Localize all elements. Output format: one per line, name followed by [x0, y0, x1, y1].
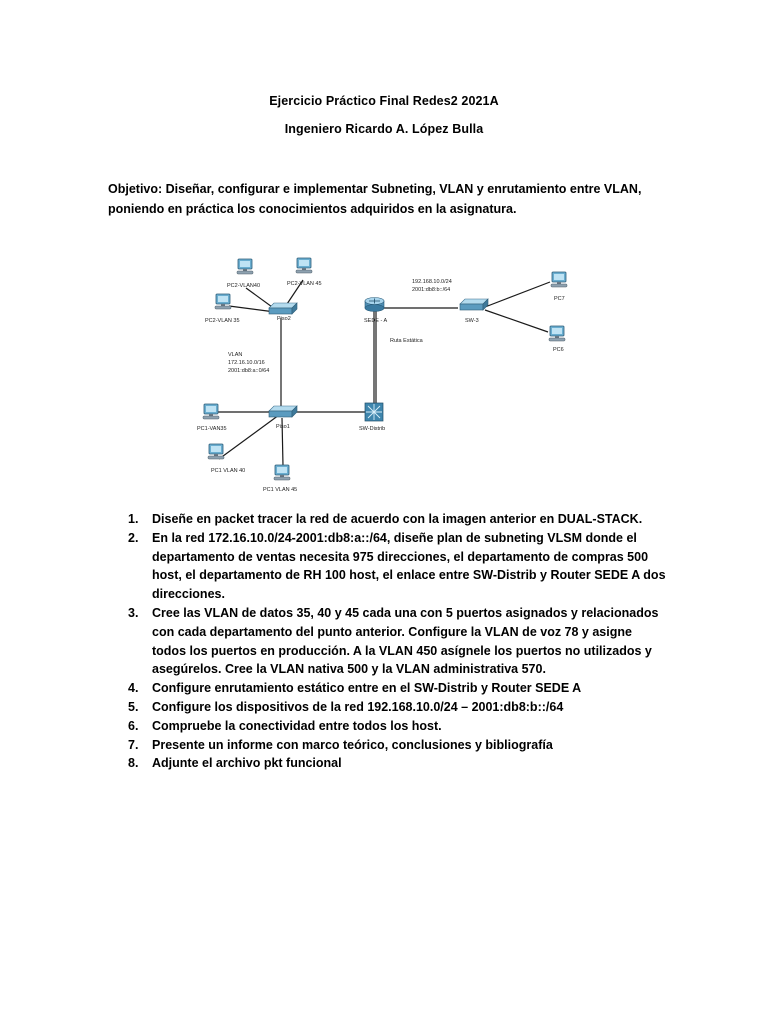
task-item: [128, 754, 668, 773]
task-list: [128, 510, 668, 773]
pc2-vlan40-icon[interactable]: [237, 259, 253, 274]
lan-note-line-1: 192.168.10.0/24: [412, 279, 452, 285]
pc2-vlan45-label: PC2-VLAN 45: [287, 281, 322, 287]
task-number: 5.: [128, 699, 139, 714]
pc2-vlan35-label: PC2-VLAN 35: [205, 318, 240, 324]
task-number: 3.: [128, 605, 139, 620]
pc7-label: PC7: [554, 296, 565, 302]
piso1-label: Piso1: [276, 424, 290, 430]
task-text: Presente un informe con marco teórico, conclusiones y bibliografía: [152, 737, 553, 752]
objective-paragraph: Objetivo: Diseñar, configurar e implementar Subneting, VLAN y enrutamiento entre VLAN, poniendo en práctica los conocimientos adquiridos en la asignatura.: [108, 182, 642, 216]
task-text: En la red 172.16.10.0/24-2001:db8:a::/64, diseñe plan de subneting VLSM donde el departamento de ventas necesita 975 direcciones, el departamento de compras 500 host, el departamento de RH 100 host, el enlace entre SW-Distrib y Router SEDE A dos direcciones.: [152, 530, 666, 602]
task-text: Configure los dispositivos de la red 192.168.10.0/24 – 2001:db8:b::/64: [152, 699, 564, 714]
task-number: 6.: [128, 718, 139, 733]
task-text: Diseñe en packet tracer la red de acuerdo con la imagen anterior en DUAL-STACK.: [152, 512, 643, 526]
vlan-note-line-2: 172.16.10.0/16: [228, 360, 265, 366]
pc1-vlan45-label: PC1 VLAN 45: [263, 487, 298, 493]
task-item: [128, 698, 668, 717]
task-number: 2.: [128, 530, 139, 545]
task-number: 8.: [128, 756, 139, 771]
task-text: Cree las VLAN de datos 35, 40 y 45 cada una con 5 puertos asignados y relacionados con cada departamento del punto anterior. Configure la VLAN de voz 78 y asigne todos los puertos en producción. A la VLAN 450 asígnele los puertos no utilizados y asegúrelos. Cree la VLAN nativa 500 y la VLAN administrativa 570.: [152, 605, 659, 677]
task-text: Adjunte el archivo pkt funcional: [152, 756, 342, 771]
vlan-note-line-3: 2001:db8:a::0/64: [228, 368, 270, 374]
document-title: Ejercicio Práctico Final Redes2 2021A: [269, 94, 499, 108]
lan-note-line-2: 2001:db8:b::/64: [412, 287, 451, 293]
network-topology-diagram: [193, 252, 583, 496]
document-author: Ingeniero Ricardo A. López Bulla: [284, 122, 484, 136]
topology-svg: [193, 252, 583, 496]
task-item: [128, 604, 668, 679]
sede-a-label: SEDE - A: [364, 318, 388, 324]
pc1-vlan45-icon[interactable]: [274, 465, 290, 480]
static-route-label: Ruta Estática: [390, 338, 423, 344]
task-text: Configure enrutamiento estático entre en el SW-Distrib y Router SEDE A: [152, 681, 582, 696]
sede-a-router-icon[interactable]: [365, 298, 384, 312]
sw-distrib-label: SW-Distrib: [359, 426, 386, 432]
pc2-vlan45-icon[interactable]: [296, 258, 312, 273]
sw3-switch-icon[interactable]: [460, 299, 488, 310]
task-item: [128, 529, 668, 604]
task-number: 4.: [128, 681, 139, 696]
pc1-van35-label: PC1-VAN35: [197, 426, 227, 432]
sw3-label: SW-3: [465, 318, 479, 324]
task-number: 1.: [128, 512, 139, 526]
pc2-vlan40-label: PC2-VLAN40: [227, 283, 261, 289]
piso2-switch-icon[interactable]: [269, 303, 297, 314]
pc1-vlan40-icon[interactable]: [208, 444, 224, 459]
sw-distrib-switch-icon[interactable]: [365, 403, 383, 421]
task-item: [128, 717, 668, 736]
pc1-vlan40-label: PC1 VLAN 40: [211, 468, 246, 474]
pc6-icon[interactable]: [549, 326, 565, 341]
task-item: [128, 679, 668, 698]
vlan-note-line-1: VLAN: [228, 352, 243, 358]
pc1-van35-icon[interactable]: [203, 404, 219, 419]
pc6-label: PC6: [553, 347, 564, 353]
pc2-vlan35-icon[interactable]: [215, 294, 231, 309]
task-item: [128, 510, 668, 529]
task-number: 7.: [128, 737, 139, 752]
task-item: [128, 736, 668, 755]
piso2-label: Piso2: [277, 316, 291, 322]
piso1-switch-icon[interactable]: [269, 406, 297, 417]
pc7-icon[interactable]: [551, 272, 567, 287]
task-text: Compruebe la conectividad entre todos los host.: [152, 718, 442, 733]
